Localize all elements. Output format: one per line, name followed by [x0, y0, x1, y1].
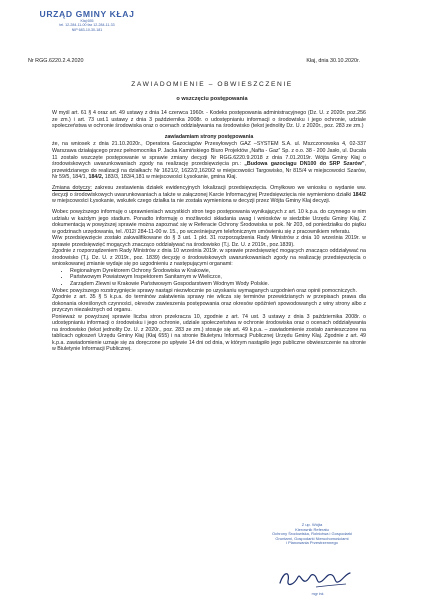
legal-basis-paragraph: W myśl art. 61 § 4 oraz art. 49 ustawy z dnia 14 czerwca 1960r. - Kodeks postępowania administracyjnego (Dz. U. z 2020r. poz.256 ze zm.) i art. 73 ust.1 ustawy z dnia 3 października 2008r. o udostępnianiu informacji o środowisku i jego ochronie, udziale społeczeństwa w ochronie środowiska oraz o ocenach oddziaływania na środowisko (tekst jednolity Dz. U. z 2020r., poz. 283 ze zm.): [52, 110, 366, 130]
change-text-end: w miejscowości Łysokanie, wskutek czego działka ta nie została wymieniona w decyzji przez Wójta Gminy Kłaj decyzji.: [52, 198, 331, 205]
signature-stamp-line: Z up. Wójta: [301, 522, 323, 527]
proceedings-text: że, na wniosek z dnia 21.10.2020r., Operatora Gazociągów Przesyłowych GAZ –SYSTEM S.A. ul. Mszczonowska 4, 02-337 Warszawa działającego przez pełnomocnika P. Jacka Kamińskiego Biuro Projektów „Nafta - Gaz” Sp. z o.o. 38 - 200 Jasło, ul. Ducala 11 zostało wszczęte postępowanie w sprawie zmiany decyzji Nr RGG.6220.9.2018 z dnia 7.01.2019r. Wójta Gminy Kłaj o środowiskowych uwarunkowaniach zgody na realizację przedsięwzięcia pn.:: [52, 141, 366, 168]
stamp-title: URZĄD GMINY KŁAJ: [39, 9, 135, 19]
office-letterhead-stamp: [28, 10, 146, 32]
organ-item: • Państwowym Powiatowym Inspektorem Sanitarnym w Wieliczce,: [70, 274, 366, 281]
stamp-line: Kłaj 655: [80, 19, 94, 23]
project-name: „Budowa gazociągu DN100 do SRP Szarów”: [244, 161, 365, 168]
signature-stamp: [264, 523, 360, 546]
change-paragraph: [52, 185, 366, 205]
proceedings-paragraph: [52, 141, 366, 180]
stamp-line: NIP 683-10-30-181: [71, 27, 103, 32]
place-date: Kłaj, dnia 30.10.2020r.: [306, 58, 360, 64]
organ-item: • Regionalnym Dyrektorem Ochrony Środowiska w Krakowie,: [70, 268, 366, 275]
omitted-plot-number: 184/2: [352, 191, 366, 198]
signature-stamp-line: Gruntami, Gospodarki Nieruchomościami: [275, 535, 349, 541]
notification-paragraph: Ponieważ w powyższej sprawie liczba stron przekracza 10, zgodnie z art. 74 ust. 3 ustawy z dnia 3 października 2008r. o udostępnianiu informacji o środowisku i jego ochronie, udziale społeczeństwa w ochronie środowiska oraz o ocenach oddziaływania na środowisko (tekst jednolity Dz. U. z 2020r., poz. 283 ze zm.) stosuje się art. 49 k.p.a. – zawiadomienie zostało zamieszczone na tablicach ogłoszeń Urzędu Gminy Kłaj (Kłaj 655) i na stronie Biuletynu Informacji Publicznej Urzędu Gminy Kłaj. Zgodnie z art. 49 k.p.a. zawiadomienie uznaje się za doręczone po upływie 14 dni od dnia, w którym nastąpiło jego publiczne obwieszczenie na stronie w Biuletynie Informacji Publicznej.: [52, 313, 366, 353]
reference-number: Nr RGG.6220.2.4.2020: [28, 58, 84, 64]
handwritten-signature: [276, 565, 356, 591]
document-subtitle: o wszczęciu postępowania: [176, 96, 248, 102]
signature-stamp-line: i Planowania Przestrzennego: [286, 540, 338, 546]
change-text: zakresu zestawienia działek ewidencyjnych lokalizacji przedsięwzięcia. Omyłkowo we wniosku o wydanie ww. decyzji o środowiskowych uwarunkowaniach a także w załączonej Karcie Informacyjnej Przedsięwzięcia nie wymieniono działki: [52, 185, 366, 198]
plot-number: 184/2,: [88, 174, 104, 181]
deadlines-paragraph: Zgodnie z art. 35 § 5 k.p.a. do terminów załatwienia sprawy nie wlicza się terminów przewidzianych w przepisach prawa dla dokonania określonych czynności, okresów zawieszenia postępowania oraz okresów opóźnień spowodowanych z winy strony albo z przyczyn niezależnych od organu.: [52, 294, 366, 314]
plots-text-end: 183/3, 183/4,181 w miejscowości Łysokanie, gmina Kłaj.: [104, 174, 237, 181]
signature-stamp-line: Ochrony Środowiska, Rolnictwa i Gospodarki: [271, 531, 353, 537]
organs-list: [52, 268, 366, 288]
rights-paragraph: Wobec powyższego informuję o uprawnieniach wszystkich stron tego postępowania wynikających z art. 10 k.p.a. do czynnego w nim udziału w każdym jego stadium. Ponadto informuję o możliwości składania uwag i wniosków w siedzibie Urzędu Gminy Kłaj. Z dokumentacją w powyższej sprawie można zapoznać się w Referacie Ochrony Środowiska w pok. Nr 203, od poniedziałku do piątku w godzinach urzędowania, tel. /012/ 284-11-00 w. 15., po wcześniejszym telefonicznym umówieniu się z pracownikiem referatu.: [52, 209, 366, 235]
document-title: ZAWIADOMIENIE – OBWIESZCZENIE: [131, 81, 293, 88]
change-label: Zmiana dotyczy:: [52, 185, 92, 192]
classification-paragraph: W/w przedsięwzięcie zostało zakwalifikowane do § 3 ust. 1 pkt. 31 rozporządzenia Rady Ministrów z dnia 10 września 2019r. w sprawie przedsięwzięć mogących znacząco oddziaływać na środowisko (T.j. Dz. U. z 2019r., poz.1839).: [52, 235, 366, 248]
stamp-line: tel. 12-284-11-00 fax 12-284-11-33: [59, 23, 115, 28]
organ-item: • Zarządem Zlewni w Krakowie Państwowym Gospodarstwem Wodnym Wody Polskie.: [70, 281, 366, 288]
document-body: [52, 110, 366, 353]
signature-role: mgr inż.: [311, 592, 325, 596]
resolution-paragraph: Wobec powyższego rozstrzygnięcie sprawy nastąpi niezwłocznie po uzyskaniu wymaganych uzgodnień oraz opinii pomocniczych.: [52, 287, 357, 294]
plots-text: , przewidzianego do realizacji na działkach: Nr 1621/2, 1622/2,1620/2 w miejscowości Targowisko, Nr 815/4 w miejscowości Szarów, Nr 59/5, 184/1,: [52, 161, 367, 181]
agreement-paragraph: Zgodnie z rozporządzeniem Rady Ministrów z dnia 10 września 2019r. w sprawie przedsięwzięć mogących znacząco oddziaływać na środowisko (T.j. Dz. U. z 2019r., poz. 1839) decyzję o środowiskowych uwarunkowaniach zgody na realizację przedsięwzięcia o wnioskowanej zmianie wydaje się po uzgodnieniu z następującymi organami:: [52, 248, 366, 268]
signature-stamp-line: Kierownik Referatu: [295, 526, 329, 532]
parties-heading: zawiadamiam strony postępowania: [164, 133, 254, 140]
